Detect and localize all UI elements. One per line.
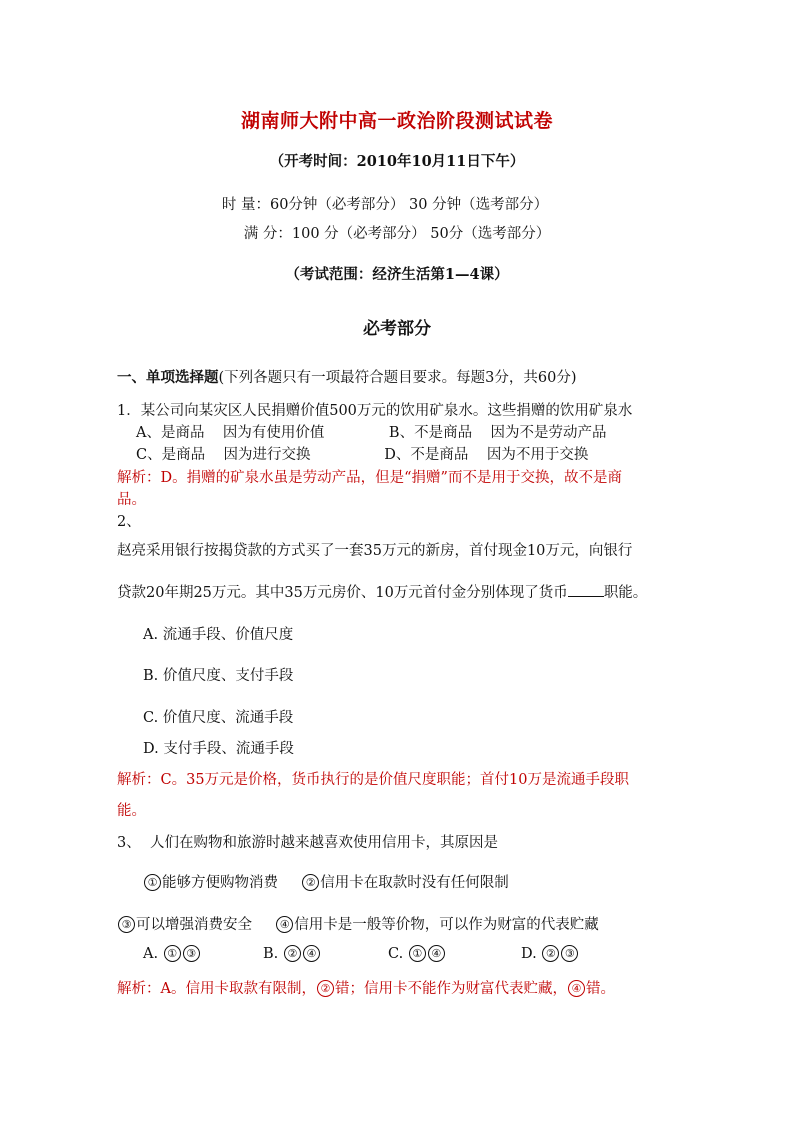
q3-items-row1 [143, 871, 509, 892]
q3-option-c-label: C. [388, 946, 404, 962]
exam-score: 满 分：100 分（必考部分） 50分（选考部分） [243, 226, 551, 242]
q3-option-d [521, 945, 579, 962]
q1-options-row1: A、是商品 因为有使用价值 B、不是商品 因为不是劳动产品 [136, 425, 607, 441]
circled-number: ③ [118, 916, 135, 933]
q3-option-b-label: B. [263, 946, 279, 962]
circled-number: ④ [428, 945, 445, 962]
q3-items-row2 [117, 913, 599, 934]
q1-options-row2: C、是商品 因为进行交换 D、不是商品 因为不用于交换 [136, 447, 589, 463]
circled-number: ① [144, 874, 161, 891]
exam-title: 湖南师大附中高一政治阶段测试试卷 [240, 110, 553, 132]
q2-option-a: A. 流通手段、价值尺度 [143, 627, 294, 643]
q3-stem: 3、 人们在购物和旅游时越来越喜欢使用信用卡，其原因是 [117, 835, 498, 851]
q2-option-b: B. 价值尺度、支付手段 [143, 668, 294, 684]
section-title: 必考部分 [363, 319, 431, 339]
q2-number: 2、 [117, 514, 141, 530]
exam-scope: （考试范围：经济生活第1—4课） [285, 266, 509, 283]
q3-item4: 信用卡是一般等价物，可以作为财富的代表贮藏 [294, 917, 599, 933]
circled-number: ④ [568, 980, 585, 997]
q3-option-d-label: D. [521, 946, 537, 962]
q3-analysis-post: 错。 [585, 981, 615, 997]
q1-stem: 1．某公司向某灾区人民捐赠价值500万元的饮用矿泉水。这些捐赠的饮用矿泉水 [117, 403, 633, 419]
circled-number: ① [164, 945, 181, 962]
q2-stem-line2-pre: 贷款20年期25万元。其中35万元房价、10万元首付金分别体现了货币 [117, 585, 568, 601]
exam-time: （开考时间：2010年10月11日下午） [269, 153, 525, 170]
q3-analysis [117, 977, 615, 998]
circled-number: ② [302, 874, 319, 891]
circled-number: ④ [303, 945, 320, 962]
q3-option-c [388, 945, 446, 962]
part1-heading [117, 366, 577, 387]
q1-analysis-line1: 解析：D。捐赠的矿泉水虽是劳动产品，但是“捐赠”而不是用于交换，故不是商 [117, 470, 622, 486]
circled-number: ③ [183, 945, 200, 962]
answer-blank [568, 582, 604, 597]
q3-analysis-mid: 错；信用卡不能作为财富代表贮藏， [334, 981, 567, 997]
circled-number: ① [409, 945, 426, 962]
q3-option-a [143, 945, 201, 962]
circled-number: ② [317, 980, 334, 997]
circled-number: ② [542, 945, 559, 962]
q2-option-c: C. 价值尺度、流通手段 [143, 710, 294, 726]
q2-analysis-line1: 解析：C。35万元是价格，货币执行的是价值尺度职能；首付10万是流通手段职 [117, 772, 629, 788]
q3-item3: 可以增强消费安全 [136, 917, 252, 933]
q3-item2: 信用卡在取款时没有任何限制 [320, 875, 509, 891]
circled-number: ④ [276, 916, 293, 933]
q3-option-b [263, 945, 321, 962]
q2-stem-line2 [117, 581, 647, 602]
circled-number: ③ [561, 945, 578, 962]
part1-desc: (下列各题只有一项最符合题目要求。每题3分，共60分) [218, 370, 577, 386]
q3-analysis-pre: 解析：A。信用卡取款有限制， [117, 981, 316, 997]
q3-item1: 能够方便购物消费 [162, 875, 278, 891]
q1-analysis-line2: 品。 [117, 492, 146, 508]
q2-stem-line1: 赵亮采用银行按揭贷款的方式买了一套35万元的新房，首付现金10万元，向银行 [117, 543, 633, 559]
q3-option-a-label: A. [143, 946, 159, 962]
q2-stem-line2-post: 职能。 [603, 585, 648, 601]
circled-number: ② [284, 945, 301, 962]
part1-label: 一、单项选择题 [117, 369, 219, 386]
q2-analysis-line2: 能。 [117, 803, 146, 819]
q2-option-d: D. 支付手段、流通手段 [143, 741, 294, 757]
exam-duration: 时 量：60分钟（必考部分） 30 分钟（选考部分） [221, 197, 549, 213]
